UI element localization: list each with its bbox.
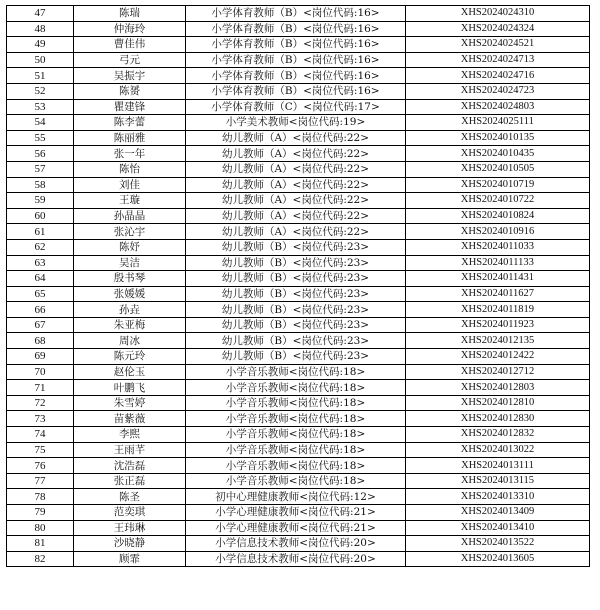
position-title-cell: 幼儿教师（B）<岗位代码:23>	[186, 286, 406, 302]
row-number-cell: 76	[7, 458, 74, 474]
position-title-cell: 幼儿教师（A）<岗位代码:22>	[186, 177, 406, 193]
candidate-name-cell: 赵伦玉	[74, 364, 186, 380]
exam-id-cell: XHS2024010435	[406, 146, 590, 162]
exam-id-cell: XHS2024013111	[406, 458, 590, 474]
row-number-cell: 50	[7, 52, 74, 68]
candidate-table	[6, 5, 590, 567]
table-row	[7, 473, 590, 489]
table-row	[7, 458, 590, 474]
candidate-name-cell: 王玮琳	[74, 520, 186, 536]
candidate-table-body	[7, 6, 590, 567]
position-title-cell: 幼儿教师（B）<岗位代码:23>	[186, 239, 406, 255]
candidate-name-cell: 陈妤	[74, 239, 186, 255]
exam-id-cell: XHS2024012422	[406, 349, 590, 365]
position-title-cell: 幼儿教师（A）<岗位代码:22>	[186, 208, 406, 224]
table-row	[7, 349, 590, 365]
row-number-cell: 54	[7, 115, 74, 131]
candidate-name-cell: 殷书琴	[74, 271, 186, 287]
position-title-cell: 幼儿教师（B）<岗位代码:23>	[186, 333, 406, 349]
table-row	[7, 21, 590, 37]
candidate-name-cell: 王雨芊	[74, 442, 186, 458]
exam-id-cell: XHS2024010135	[406, 130, 590, 146]
row-number-cell: 64	[7, 271, 74, 287]
row-number-cell: 80	[7, 520, 74, 536]
candidate-name-cell: 陈圣	[74, 489, 186, 505]
row-number-cell: 58	[7, 177, 74, 193]
table-row	[7, 317, 590, 333]
candidate-name-cell: 朱雪婷	[74, 395, 186, 411]
table-row	[7, 146, 590, 162]
row-number-cell: 52	[7, 83, 74, 99]
table-row	[7, 37, 590, 53]
table-row	[7, 52, 590, 68]
position-title-cell: 小学体育教师（B）<岗位代码:16>	[186, 68, 406, 84]
table-row	[7, 208, 590, 224]
position-title-cell: 幼儿教师（A）<岗位代码:22>	[186, 193, 406, 209]
exam-id-cell: XHS2024024324	[406, 21, 590, 37]
exam-id-cell: XHS2024024716	[406, 68, 590, 84]
position-title-cell: 小学音乐教师<岗位代码:18>	[186, 442, 406, 458]
table-row	[7, 161, 590, 177]
candidate-name-cell: 陈怡	[74, 161, 186, 177]
exam-id-cell: XHS2024024723	[406, 83, 590, 99]
row-number-cell: 55	[7, 130, 74, 146]
position-title-cell: 幼儿教师（B）<岗位代码:23>	[186, 317, 406, 333]
row-number-cell: 57	[7, 161, 74, 177]
exam-id-cell: XHS2024013022	[406, 442, 590, 458]
row-number-cell: 51	[7, 68, 74, 84]
candidate-name-cell: 王璇	[74, 193, 186, 209]
position-title-cell: 小学体育教师（B）<岗位代码:16>	[186, 52, 406, 68]
candidate-name-cell: 周冰	[74, 333, 186, 349]
exam-id-cell: XHS2024011133	[406, 255, 590, 271]
candidate-name-cell: 刘佳	[74, 177, 186, 193]
candidate-name-cell: 陈丽雅	[74, 130, 186, 146]
table-row	[7, 364, 590, 380]
candidate-name-cell: 沙晓静	[74, 536, 186, 552]
exam-id-cell: XHS2024012803	[406, 380, 590, 396]
exam-id-cell: XHS2024010824	[406, 208, 590, 224]
position-title-cell: 小学美术教师<岗位代码:19>	[186, 115, 406, 131]
candidate-name-cell: 张沁宇	[74, 224, 186, 240]
position-title-cell: 小学音乐教师<岗位代码:18>	[186, 411, 406, 427]
exam-id-cell: XHS2024012135	[406, 333, 590, 349]
exam-id-cell: XHS2024011033	[406, 239, 590, 255]
table-row	[7, 271, 590, 287]
table-row	[7, 115, 590, 131]
table-row	[7, 177, 590, 193]
position-title-cell: 小学音乐教师<岗位代码:18>	[186, 458, 406, 474]
row-number-cell: 67	[7, 317, 74, 333]
position-title-cell: 小学体育教师（B）<岗位代码:16>	[186, 6, 406, 22]
position-title-cell: 幼儿教师（A）<岗位代码:22>	[186, 146, 406, 162]
table-row	[7, 380, 590, 396]
candidate-table-container	[6, 5, 589, 567]
exam-id-cell: XHS2024011819	[406, 302, 590, 318]
row-number-cell: 62	[7, 239, 74, 255]
position-title-cell: 小学音乐教师<岗位代码:18>	[186, 473, 406, 489]
position-title-cell: 幼儿教师（B）<岗位代码:23>	[186, 349, 406, 365]
candidate-name-cell: 曹佳伟	[74, 37, 186, 53]
table-row	[7, 286, 590, 302]
table-row	[7, 83, 590, 99]
table-row	[7, 395, 590, 411]
row-number-cell: 69	[7, 349, 74, 365]
row-number-cell: 75	[7, 442, 74, 458]
exam-id-cell: XHS2024011431	[406, 271, 590, 287]
position-title-cell: 幼儿教师（A）<岗位代码:22>	[186, 224, 406, 240]
exam-id-cell: XHS2024012810	[406, 395, 590, 411]
position-title-cell: 幼儿教师（B）<岗位代码:23>	[186, 271, 406, 287]
exam-id-cell: XHS2024010916	[406, 224, 590, 240]
exam-id-cell: XHS2024011627	[406, 286, 590, 302]
position-title-cell: 小学信息技术教师<岗位代码:20>	[186, 536, 406, 552]
candidate-name-cell: 陈瑞	[74, 6, 186, 22]
row-number-cell: 81	[7, 536, 74, 552]
candidate-name-cell: 李熙	[74, 427, 186, 443]
row-number-cell: 72	[7, 395, 74, 411]
position-title-cell: 幼儿教师（A）<岗位代码:22>	[186, 130, 406, 146]
table-row	[7, 99, 590, 115]
row-number-cell: 70	[7, 364, 74, 380]
position-title-cell: 幼儿教师（B）<岗位代码:23>	[186, 302, 406, 318]
exam-id-cell: XHS2024012832	[406, 427, 590, 443]
candidate-name-cell: 朱亚梅	[74, 317, 186, 333]
exam-id-cell: XHS2024013522	[406, 536, 590, 552]
candidate-name-cell: 张一年	[74, 146, 186, 162]
candidate-name-cell: 叶鹏飞	[74, 380, 186, 396]
row-number-cell: 65	[7, 286, 74, 302]
position-title-cell: 小学体育教师（B）<岗位代码:16>	[186, 83, 406, 99]
candidate-name-cell: 吴振宇	[74, 68, 186, 84]
position-title-cell: 小学音乐教师<岗位代码:18>	[186, 380, 406, 396]
exam-id-cell: XHS2024012712	[406, 364, 590, 380]
exam-id-cell: XHS2024013115	[406, 473, 590, 489]
exam-id-cell: XHS2024011923	[406, 317, 590, 333]
row-number-cell: 48	[7, 21, 74, 37]
row-number-cell: 61	[7, 224, 74, 240]
candidate-name-cell: 孙垚	[74, 302, 186, 318]
exam-id-cell: XHS2024025111	[406, 115, 590, 131]
row-number-cell: 77	[7, 473, 74, 489]
candidate-name-cell: 仲海玲	[74, 21, 186, 37]
position-title-cell: 小学信息技术教师<岗位代码:20>	[186, 551, 406, 567]
table-row	[7, 239, 590, 255]
row-number-cell: 79	[7, 505, 74, 521]
exam-id-cell: XHS2024013410	[406, 520, 590, 536]
exam-id-cell: XHS2024024803	[406, 99, 590, 115]
row-number-cell: 47	[7, 6, 74, 22]
table-row	[7, 489, 590, 505]
row-number-cell: 66	[7, 302, 74, 318]
position-title-cell: 幼儿教师（B）<岗位代码:23>	[186, 255, 406, 271]
row-number-cell: 71	[7, 380, 74, 396]
table-row	[7, 520, 590, 536]
table-row	[7, 255, 590, 271]
exam-id-cell: XHS2024013605	[406, 551, 590, 567]
row-number-cell: 74	[7, 427, 74, 443]
position-title-cell: 初中心理健康教师<岗位代码:12>	[186, 489, 406, 505]
candidate-name-cell: 陈元玲	[74, 349, 186, 365]
candidate-name-cell: 范奕琪	[74, 505, 186, 521]
row-number-cell: 53	[7, 99, 74, 115]
candidate-name-cell: 张媛媛	[74, 286, 186, 302]
exam-id-cell: XHS2024024521	[406, 37, 590, 53]
exam-id-cell: XHS2024012830	[406, 411, 590, 427]
row-number-cell: 63	[7, 255, 74, 271]
exam-id-cell: XHS2024010505	[406, 161, 590, 177]
candidate-name-cell: 沈浩磊	[74, 458, 186, 474]
position-title-cell: 小学体育教师（B）<岗位代码:16>	[186, 37, 406, 53]
candidate-name-cell: 顾霏	[74, 551, 186, 567]
position-title-cell: 幼儿教师（A）<岗位代码:22>	[186, 161, 406, 177]
position-title-cell: 小学音乐教师<岗位代码:18>	[186, 364, 406, 380]
candidate-name-cell: 张正磊	[74, 473, 186, 489]
position-title-cell: 小学心理健康教师<岗位代码:21>	[186, 520, 406, 536]
exam-id-cell: XHS2024024713	[406, 52, 590, 68]
row-number-cell: 68	[7, 333, 74, 349]
position-title-cell: 小学音乐教师<岗位代码:18>	[186, 427, 406, 443]
table-row	[7, 6, 590, 22]
position-title-cell: 小学音乐教师<岗位代码:18>	[186, 395, 406, 411]
table-row	[7, 427, 590, 443]
position-title-cell: 小学体育教师（B）<岗位代码:16>	[186, 21, 406, 37]
row-number-cell: 59	[7, 193, 74, 209]
candidate-name-cell: 弓元	[74, 52, 186, 68]
candidate-name-cell: 苗紫薇	[74, 411, 186, 427]
exam-id-cell: XHS2024010719	[406, 177, 590, 193]
table-row	[7, 505, 590, 521]
candidate-name-cell: 吴洁	[74, 255, 186, 271]
row-number-cell: 73	[7, 411, 74, 427]
row-number-cell: 49	[7, 37, 74, 53]
position-title-cell: 小学体育教师（C）<岗位代码:17>	[186, 99, 406, 115]
candidate-name-cell: 孙晶晶	[74, 208, 186, 224]
table-row	[7, 411, 590, 427]
row-number-cell: 78	[7, 489, 74, 505]
position-title-cell: 小学心理健康教师<岗位代码:21>	[186, 505, 406, 521]
table-row	[7, 193, 590, 209]
row-number-cell: 56	[7, 146, 74, 162]
table-row	[7, 551, 590, 567]
table-row	[7, 333, 590, 349]
exam-id-cell: XHS2024024310	[406, 6, 590, 22]
exam-id-cell: XHS2024013409	[406, 505, 590, 521]
table-row	[7, 536, 590, 552]
table-row	[7, 130, 590, 146]
exam-id-cell: XHS2024010722	[406, 193, 590, 209]
candidate-name-cell: 瞿建锋	[74, 99, 186, 115]
table-row	[7, 442, 590, 458]
row-number-cell: 60	[7, 208, 74, 224]
table-row	[7, 302, 590, 318]
exam-id-cell: XHS2024013310	[406, 489, 590, 505]
candidate-name-cell: 陈李蕾	[74, 115, 186, 131]
row-number-cell: 82	[7, 551, 74, 567]
table-row	[7, 68, 590, 84]
table-row	[7, 224, 590, 240]
candidate-name-cell: 陈赟	[74, 83, 186, 99]
